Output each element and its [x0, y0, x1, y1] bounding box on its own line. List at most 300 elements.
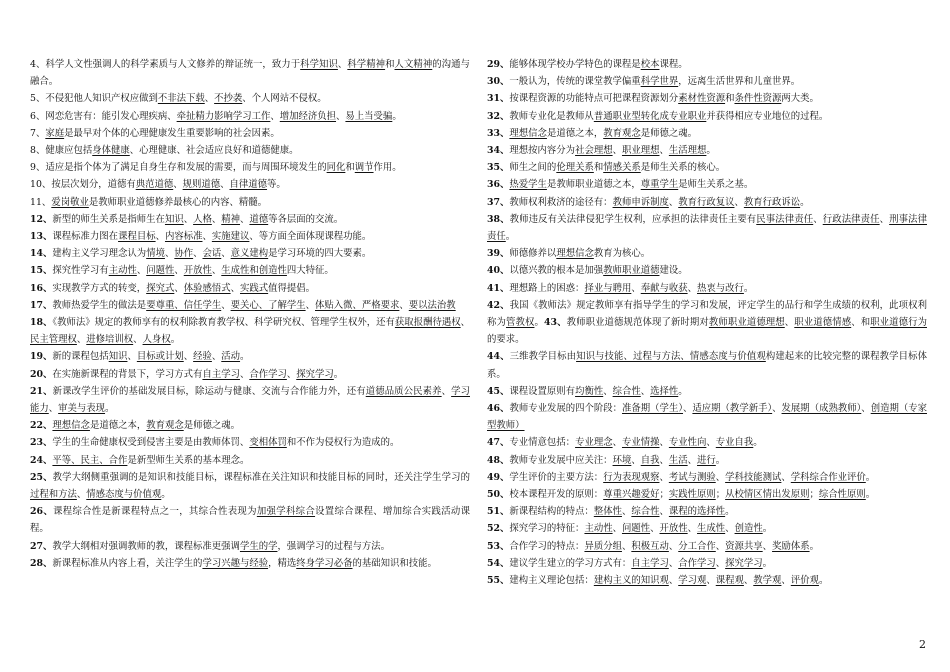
- item-text: 新课程结构的特点：: [509, 506, 594, 518]
- item-number: 31、: [487, 93, 510, 105]
- item-text: 、: [202, 231, 212, 243]
- underlined-answer: 协作: [174, 248, 194, 260]
- item-text: 、: [659, 506, 669, 518]
- item-text: 和: [385, 59, 395, 70]
- item-number: 41、: [487, 282, 510, 294]
- item-text: 师德修养以: [509, 248, 557, 260]
- item-text: 、: [781, 575, 791, 587]
- item-text: 是教师职业道德之本，: [546, 179, 641, 191]
- item-text: 、: [621, 506, 632, 518]
- underlined-answer: 问题性: [146, 265, 175, 277]
- item-text: 、: [706, 437, 716, 449]
- numbered-item: [487, 503, 927, 520]
- item-text: 、: [336, 110, 346, 122]
- underlined-answer: 知识: [108, 351, 128, 363]
- underlined-answer: 选择性: [650, 385, 679, 397]
- underlined-answer: 刑事法律责任: [487, 213, 927, 243]
- item-text: 教师专业化是教师从: [509, 110, 594, 122]
- numbered-item: [487, 486, 927, 503]
- item-text: 、: [715, 557, 726, 569]
- underlined-answer: 进行: [697, 454, 716, 466]
- item-text: 、: [460, 317, 470, 329]
- item-text: 校本课程开发的原则：: [509, 489, 604, 501]
- numbered-item: [487, 297, 927, 349]
- item-text: 、: [659, 471, 669, 483]
- item-text: 探究性学习有: [52, 265, 109, 277]
- item-number: 14、: [30, 248, 53, 260]
- item-text: 、: [668, 196, 679, 208]
- underlined-answer: 专业性向: [668, 437, 707, 449]
- item-number: 29、: [487, 59, 510, 70]
- underlined-answer: 条件性资源: [734, 93, 782, 105]
- item-text: 和: [725, 93, 735, 105]
- item-number: 26、: [30, 506, 54, 518]
- item-number: 34、: [487, 145, 510, 157]
- item-number: 44、: [487, 351, 510, 363]
- numbered-item: [487, 125, 927, 142]
- item-text: 、: [76, 334, 87, 346]
- underlined-answer: 主动性: [584, 523, 613, 535]
- item-text: 、和: [851, 317, 871, 329]
- numbered-item: [30, 159, 470, 176]
- item-text: 、: [133, 334, 143, 346]
- item-text: 。: [534, 317, 544, 329]
- item-text: 是教师职业道德修养最核心的内容、精髓。: [88, 196, 267, 208]
- item-text: 、: [734, 196, 744, 208]
- underlined-answer: 增加经济负担: [279, 110, 337, 122]
- underlined-answer: 管教权: [505, 317, 535, 329]
- numbered-item: [487, 176, 927, 193]
- item-text: 、: [612, 145, 622, 157]
- underlined-answer: 情感关系: [603, 162, 641, 174]
- item-text: 、: [683, 403, 693, 415]
- underlined-answer: 择业与聘用: [584, 282, 632, 294]
- underlined-answer: 要以法治教: [408, 299, 456, 311]
- underlined-answer: 生成性和创造性: [221, 265, 287, 277]
- numbered-item: [487, 211, 927, 245]
- item-text: 、: [706, 575, 716, 587]
- underlined-answer: 行为表现观察: [603, 471, 660, 483]
- numbered-item: [30, 555, 470, 572]
- item-text: 教师专业发展中应关注：: [509, 454, 613, 466]
- underlined-answer: 课程的选择性: [668, 506, 726, 518]
- underlined-answer: 体验感悟式: [183, 282, 231, 294]
- numbered-item: [487, 159, 927, 176]
- underlined-answer: 分工合作: [678, 540, 716, 552]
- item-number: 27、: [30, 540, 53, 552]
- underlined-answer: 生活: [668, 454, 688, 466]
- numbered-item: [487, 520, 927, 537]
- underlined-answer: 学生的学: [239, 540, 278, 552]
- item-text: 适应是指个体为了满足自身生存和发展的需要，而与周围环境发生的: [45, 162, 327, 174]
- numbered-item: [30, 90, 470, 107]
- item-text: 是学习环境的四大要素。: [268, 248, 372, 260]
- underlined-answer: 情境: [146, 248, 165, 260]
- underlined-answer: 会话: [202, 248, 222, 260]
- underlined-answer: 综合性: [631, 506, 660, 518]
- item-text: 、: [640, 385, 651, 397]
- item-text: 、: [621, 540, 632, 552]
- underlined-answer: 目标或计划: [136, 351, 184, 363]
- numbered-item: [30, 314, 470, 348]
- item-text: 、: [220, 179, 230, 191]
- numbered-item: [487, 383, 927, 400]
- numbered-item: [30, 56, 470, 90]
- underlined-answer: 伦理关系: [556, 162, 594, 174]
- item-text: 、: [650, 523, 660, 535]
- underlined-answer: 情感态度与价值观: [86, 489, 162, 501]
- underlined-answer: 自主学习: [202, 368, 240, 380]
- item-text: 、: [174, 282, 184, 294]
- item-text: 课程设置原则有: [509, 385, 576, 397]
- item-text: 教师职业道德规范体现了新时期对: [566, 317, 709, 329]
- numbered-item: [30, 262, 470, 279]
- item-text: ，精选: [268, 557, 297, 569]
- underlined-answer: 教师职业道德理想: [708, 317, 785, 329]
- underlined-answer: 民主管理权: [30, 334, 77, 346]
- underlined-answer: 加强学科综合: [256, 506, 316, 518]
- underlined-answer: 综合性: [612, 385, 641, 397]
- item-text: 、: [781, 471, 791, 483]
- item-text: 。: [706, 145, 716, 157]
- item-text: 的沟通与融合。: [30, 59, 470, 88]
- item-text: 、: [725, 523, 735, 535]
- numbered-item: [30, 211, 470, 228]
- underlined-answer: 教育观念: [146, 420, 184, 432]
- item-text: 。: [753, 437, 763, 449]
- item-text: 一般认为，传统的课堂教学偏重: [509, 76, 641, 88]
- underlined-answer: 问题性: [621, 523, 651, 535]
- item-text: 。: [105, 403, 115, 415]
- item-text: 、: [221, 299, 231, 311]
- underlined-answer: 易上当受骗: [345, 110, 393, 122]
- item-text: 按层次划分，道德有: [51, 179, 136, 191]
- item-number: 52、: [487, 523, 510, 535]
- underlined-answer: 积极互动: [631, 540, 669, 552]
- item-number: 35、: [487, 162, 510, 174]
- underlined-answer: 探究学习: [725, 557, 763, 569]
- item-number: 54、: [487, 557, 510, 569]
- item-number: 17、: [30, 299, 53, 311]
- item-text: 、: [173, 179, 183, 191]
- item-number: 46、: [487, 403, 510, 415]
- underlined-answer: 教师申诉制度: [612, 196, 669, 208]
- item-text: 、: [687, 282, 697, 294]
- item-number: 4、: [30, 59, 46, 70]
- item-text: 、: [286, 368, 297, 380]
- item-number: 25、: [30, 471, 53, 483]
- item-text: 。: [818, 575, 829, 587]
- item-text: 、: [211, 265, 222, 277]
- item-number: 36、: [487, 179, 510, 191]
- underlined-answer: 科学世界: [640, 76, 679, 88]
- underlined-answer: 均衡性: [575, 385, 604, 397]
- underlined-answer: 道德品质公民素养: [365, 385, 442, 397]
- numbered-item: [487, 452, 927, 469]
- item-number: 47、: [487, 437, 510, 449]
- underlined-answer: 热爱学生: [509, 179, 547, 191]
- underlined-answer: 科学精神: [347, 59, 386, 70]
- item-text: 、: [193, 248, 203, 260]
- numbered-item: [487, 194, 927, 211]
- numbered-item: [30, 503, 470, 537]
- underlined-answer: 身体健康: [92, 145, 130, 157]
- item-text: 、: [668, 575, 679, 587]
- item-text: 和: [345, 162, 355, 174]
- underlined-answer: 发展期（成熟教师）: [781, 403, 862, 415]
- underlined-answer: 知识: [164, 213, 184, 225]
- item-number: 28、: [30, 557, 53, 569]
- numbered-item: [30, 245, 470, 262]
- underlined-answer: 理想信念: [556, 248, 594, 260]
- item-text: 值得提倡。: [268, 282, 316, 294]
- item-text: 、: [762, 540, 773, 552]
- underlined-answer: 学习观: [678, 575, 707, 587]
- underlined-answer: 理想信念: [52, 420, 90, 432]
- underlined-answer: 内容标准: [164, 231, 203, 243]
- item-text: 、: [687, 454, 698, 466]
- underlined-answer: 调节: [354, 162, 374, 174]
- item-text: 合作学习的特点：: [509, 540, 585, 552]
- item-text: 是师德之魂。: [640, 127, 697, 139]
- underlined-answer: 教学观: [753, 575, 782, 587]
- item-text: 、: [204, 93, 215, 105]
- item-text: 教学大纲侧重强调的是知识和技能目标，课程标准在关注知识和技能目标的同时，还关注学生学习的: [52, 471, 470, 483]
- item-number: 19、: [30, 351, 53, 363]
- underlined-answer: 实践性原则: [668, 489, 716, 501]
- item-text: 教育为核心。: [593, 248, 651, 260]
- underlined-answer: 自主学习: [631, 557, 669, 569]
- item-text: 、: [230, 282, 240, 294]
- item-text: 、: [603, 385, 613, 397]
- numbered-item: [487, 400, 927, 434]
- item-text: 、: [48, 403, 59, 415]
- underlined-answer: 适应期（教学新手）: [692, 403, 773, 415]
- underlined-answer: 教育观念: [603, 127, 641, 139]
- underlined-answer: 爱岗敬业: [51, 196, 89, 208]
- underlined-answer: 专业理念: [575, 437, 613, 449]
- item-text: 、: [715, 471, 726, 483]
- underlined-answer: 审美与表现: [58, 403, 106, 415]
- underlined-answer: 终身学习必备: [296, 557, 353, 569]
- item-text: 。: [725, 506, 735, 518]
- item-text: 、: [743, 575, 754, 587]
- underlined-answer: 合作学习: [678, 557, 716, 569]
- item-text: 是道德之本，: [89, 420, 147, 432]
- item-text: 教学大纲相对强调教师的教，课程标准更强调: [52, 540, 240, 552]
- underlined-answer: 学科技能测试: [725, 471, 782, 483]
- item-number: 12、: [30, 213, 53, 225]
- underlined-answer: 生活理想: [668, 145, 707, 157]
- item-text: 、: [183, 351, 194, 363]
- underlined-answer: 牵扯精力影响学习工作: [176, 110, 271, 122]
- item-text: 构建起来的比较完整的课程教学目标体系。: [487, 351, 927, 380]
- numbered-item: [487, 348, 927, 382]
- item-text: 、: [211, 351, 222, 363]
- item-text: 健康应包括: [45, 145, 93, 157]
- item-text: 是师生关系之基。: [678, 179, 754, 191]
- item-number: 5、: [30, 93, 46, 105]
- numbered-item: [30, 176, 470, 193]
- item-text: 理想路上的困惑：: [509, 282, 585, 294]
- item-text: 、: [221, 248, 231, 260]
- item-number: 50、: [487, 489, 510, 501]
- item-text: 、: [612, 437, 622, 449]
- item-number: 24、: [30, 454, 53, 466]
- item-text: 和: [593, 162, 604, 174]
- underlined-answer: 环境: [612, 454, 632, 466]
- item-number: 23、: [30, 437, 53, 449]
- numbered-item: [487, 108, 927, 125]
- item-text: 。: [240, 351, 250, 363]
- item-number: 22、: [30, 420, 53, 432]
- numbered-item: [487, 142, 927, 159]
- item-text: 建议学生建立的学习方式有：: [509, 557, 632, 569]
- item-number: 38、: [487, 213, 510, 225]
- underlined-answer: 准备期（学生）: [622, 403, 684, 415]
- underlined-answer: 人身权: [142, 334, 171, 346]
- numbered-item: [487, 245, 927, 262]
- item-text: 的基础知识和技能。: [352, 557, 437, 569]
- item-text: 、: [270, 110, 280, 122]
- item-text: 、: [127, 351, 137, 363]
- numbered-item: [30, 108, 470, 125]
- numbered-item: [30, 125, 470, 142]
- item-text: 。: [161, 489, 171, 501]
- underlined-answer: 变相体罚: [249, 437, 287, 449]
- underlined-answer: 知识与技能、过程与方法、情感态度与价值观: [576, 351, 766, 363]
- item-text: 、: [305, 299, 315, 311]
- item-text: 四大特征。: [286, 265, 334, 277]
- numbered-item: [487, 280, 927, 297]
- underlined-answer: 素材性资源: [678, 93, 726, 105]
- item-number: 6、: [30, 110, 46, 122]
- item-text: 、: [861, 403, 871, 415]
- underlined-answer: 建构主义的知识观: [593, 575, 669, 587]
- underlined-answer: 社会理想: [575, 145, 613, 157]
- item-text: 、: [879, 213, 890, 225]
- item-text: 。: [762, 523, 773, 535]
- underlined-answer: 奉献与收获: [640, 282, 688, 294]
- item-text: 。: [865, 471, 876, 483]
- item-number: 40、: [487, 265, 510, 277]
- item-text: 、: [174, 265, 184, 277]
- underlined-answer: 职业道德行为: [870, 317, 927, 329]
- item-text: 教师热爱学生的做法是: [52, 299, 147, 311]
- item-text: 、: [155, 231, 165, 243]
- underlined-answer: 专业自我: [715, 437, 754, 449]
- underlined-answer: 人文精神: [394, 59, 433, 70]
- item-text: 专业情意包括：: [509, 437, 576, 449]
- item-text: 是道德之本，: [546, 127, 604, 139]
- underlined-answer: 综合性原则: [818, 489, 866, 501]
- numbered-item: [30, 469, 470, 503]
- item-text: 课程综合性是新课程特点之一，其综合性表现为: [53, 506, 257, 518]
- item-number: 8、: [30, 145, 46, 157]
- item-text: 课程。: [659, 59, 688, 70]
- underlined-answer: 开放性: [183, 265, 212, 277]
- underlined-answer: 行政法律责任: [822, 213, 880, 225]
- underlined-answer: 主动性: [108, 265, 137, 277]
- item-text: 、: [240, 213, 250, 225]
- item-text: 、: [211, 213, 222, 225]
- item-text: 师生之间的: [509, 162, 557, 174]
- item-text: 、: [164, 248, 175, 260]
- underlined-answer: 要关心、了解学生: [230, 299, 306, 311]
- item-text: 新的课程包括: [52, 351, 109, 363]
- item-text: ；: [659, 489, 669, 501]
- item-text: 建设。: [659, 265, 688, 277]
- underlined-answer: 专业情操: [621, 437, 660, 449]
- numbered-item: [487, 56, 927, 73]
- underlined-answer: 开放性: [659, 523, 688, 535]
- underlined-answer: 经验: [193, 351, 212, 363]
- item-number: 42、: [487, 299, 510, 311]
- item-text: 探究学习的特征：: [509, 523, 585, 535]
- numbered-item: [30, 434, 470, 451]
- underlined-answer: 学科综合作业评价: [790, 471, 866, 483]
- item-text: 作用。: [373, 162, 402, 174]
- item-text: 。: [392, 110, 402, 122]
- item-number: 43、: [543, 317, 567, 329]
- underlined-answer: 教育行政诉讼: [743, 196, 801, 208]
- item-text: 以德兴教的根本是加强: [509, 265, 604, 277]
- item-number: 10、: [30, 179, 52, 191]
- underlined-answer: 学习能力: [30, 385, 470, 415]
- underlined-answer: 科学知识: [300, 59, 338, 70]
- item-number: 21、: [30, 385, 53, 397]
- numbered-item: [487, 262, 927, 279]
- underlined-answer: 校本: [640, 59, 660, 70]
- item-number: 30、: [487, 76, 510, 88]
- item-text: 。: [743, 282, 754, 294]
- item-text: 、: [659, 437, 669, 449]
- underlined-answer: 尊重兴趣爱好: [603, 489, 660, 501]
- item-text: 。: [678, 385, 688, 397]
- underlined-answer: 职业道德情感: [794, 317, 852, 329]
- item-text: 新课程标准从内容上看，关注学生的: [52, 557, 203, 569]
- numbered-item: [487, 572, 927, 589]
- item-text: ，强调学习的过程与方法。: [277, 540, 390, 552]
- underlined-answer: 民事法律责任: [756, 213, 814, 225]
- item-text: ；: [715, 489, 726, 501]
- underlined-answer: 探究学习: [296, 368, 334, 380]
- item-text: 。: [505, 231, 516, 243]
- item-text: 、: [337, 59, 348, 70]
- item-number: 55、: [487, 575, 510, 587]
- item-number: 49、: [487, 471, 510, 483]
- underlined-answer: 热衷与改行: [697, 282, 744, 294]
- underlined-answer: 探究式: [146, 282, 175, 294]
- item-text: 是师生关系的核心。: [640, 162, 726, 174]
- underlined-answer: 资源共享: [725, 540, 763, 552]
- item-text: ；: [809, 489, 819, 501]
- underlined-answer: 理想信念: [509, 127, 547, 139]
- item-text: 、: [183, 213, 194, 225]
- underlined-answer: 课程目标: [118, 231, 156, 243]
- item-text: 在实施新课程的背景下，学习方式有: [52, 368, 203, 380]
- item-text: 新课改学生评价的基础发展目标，除运动与健康、交流与合作能力外，还有: [52, 385, 366, 397]
- item-text: 、: [659, 145, 669, 157]
- item-text: 科学人文性强调人的科学素质与人文修养的辩证统一，致力于: [45, 59, 301, 70]
- numbered-item: [487, 555, 927, 572]
- underlined-answer: 进修培训权: [86, 334, 134, 346]
- page-number: 2: [919, 638, 926, 651]
- underlined-answer: 教师职业道德: [603, 265, 660, 277]
- item-text: 、: [668, 540, 679, 552]
- item-number: 37、: [487, 196, 510, 208]
- numbered-item: [487, 434, 927, 451]
